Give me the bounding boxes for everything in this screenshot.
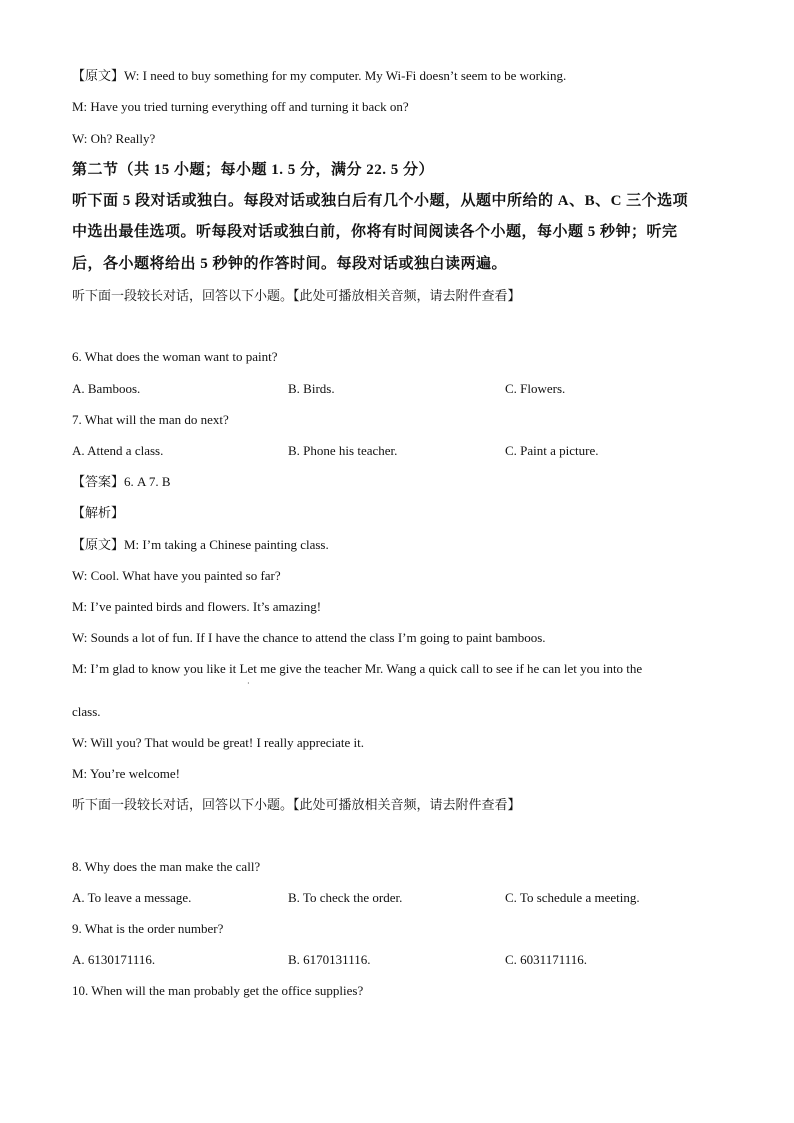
question-text: 8. Why does the man make the call? [72, 859, 261, 874]
question-text: 9. What is the order number? [72, 921, 224, 936]
transcript-line: M: I’ve painted birds and flowers. It’s amazing! [72, 599, 322, 614]
question-text: 10. When will the man probably get the office supplies? [72, 983, 364, 998]
option-b: B. To check the order. [288, 890, 403, 905]
passage-intro: 听下面一段较长对话，回答以下小题。【此处可播放相关音频，请去附件查看】 [72, 288, 521, 303]
transcript-line: W: Will you? That would be great! I really appreciate it. [72, 735, 364, 750]
answer-line: 【答案】6. A 7. B [72, 474, 171, 489]
option-c: C. Paint a picture. [505, 443, 599, 458]
section-instructions: 听下面 5 段对话或独白。每段对话或独白后有几个小题，从题中所给的 A、B、C 三个选项 [72, 193, 689, 209]
option-a: A. To leave a message. [72, 890, 192, 905]
section-instructions: 后，各小题将给出 5 秒钟的作答时间。每段对话或独白读两遍。 [72, 256, 508, 272]
transcript-line: W: Oh? Really? [72, 131, 156, 146]
underdot-mark: · [247, 679, 250, 688]
analysis-label: 【解析】 [72, 505, 125, 520]
transcript-line: W: Sounds a lot of fun. If I have the chance to attend the class I’m going to paint bamboos. [72, 630, 546, 645]
option-c: C. 6031171116. [505, 952, 587, 967]
section-instructions: 中选出最佳选项。听每段对话或独白前，你将有时间阅读各个小题，每小题 5 秒钟；听完 [72, 224, 678, 240]
option-a: A. Bamboos. [72, 381, 141, 396]
transcript-line: W: Cool. What have you painted so far? [72, 568, 281, 583]
transcript-line: 【原文】M: I’m taking a Chinese painting class. [72, 537, 329, 552]
option-b: B. 6170131116. [288, 952, 371, 967]
section-heading: 第二节（共 15 小题；每小题 1. 5 分，满分 22. 5 分） [72, 162, 435, 178]
transcript-line: M: You’re welcome! [72, 766, 180, 781]
transcript-line: 【原文】W: I need to buy something for my computer. My Wi-Fi doesn’t seem to be working. [72, 68, 567, 83]
option-b: B. Phone his teacher. [288, 443, 398, 458]
transcript-line: class. [72, 704, 101, 719]
transcript-line: M: Have you tried turning everything off and turning it back on? [72, 99, 409, 114]
question-text: 7. What will the man do next? [72, 412, 229, 427]
option-b: B. Birds. [288, 381, 335, 396]
option-a: A. Attend a class. [72, 443, 164, 458]
passage-intro: 听下面一段较长对话，回答以下小题。【此处可播放相关音频，请去附件查看】 [72, 797, 521, 812]
option-c: C. Flowers. [505, 381, 566, 396]
transcript-line: M: I’m glad to know you like it Let me give the teacher Mr. Wang a quick call to see if he can let you into the [72, 661, 643, 676]
option-c: C. To schedule a meeting. [505, 890, 640, 905]
question-text: 6. What does the woman want to paint? [72, 349, 278, 364]
option-a: A. 6130171116. [72, 952, 156, 967]
